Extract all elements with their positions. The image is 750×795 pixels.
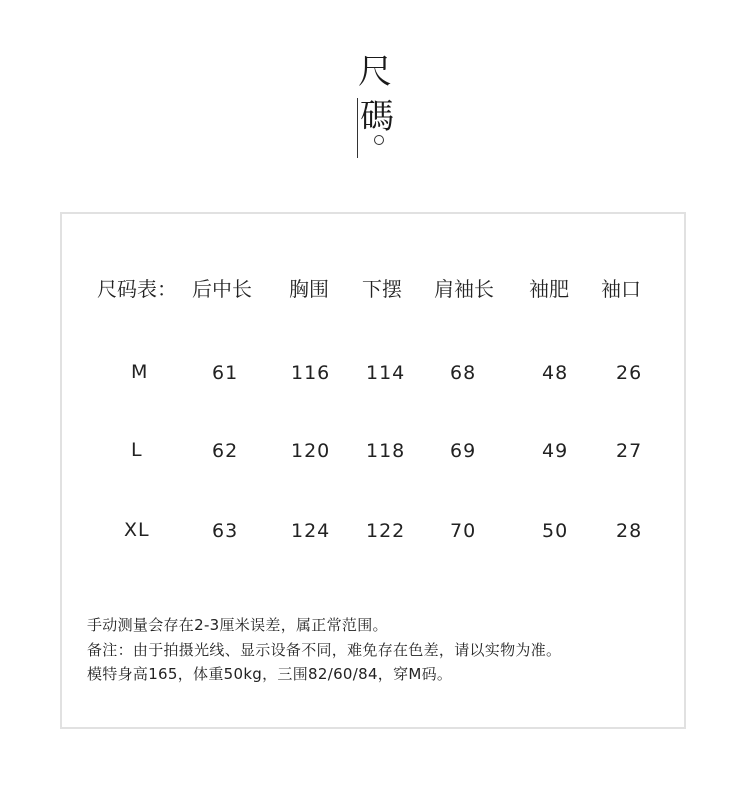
- header-chest: 胸围: [289, 277, 329, 301]
- cell-cuff: 28: [616, 520, 643, 542]
- cell-sleeve-width: 48: [542, 362, 569, 384]
- cell-hem: 114: [366, 362, 406, 384]
- notes-block: [87, 613, 561, 687]
- header-hem: 下摆: [362, 277, 402, 301]
- row-size: XL: [124, 519, 150, 541]
- cell-hem: 118: [366, 440, 406, 462]
- cell-chest: 116: [291, 362, 331, 384]
- cell-shoulder-sleeve: 68: [450, 362, 477, 384]
- row-size: M: [131, 361, 149, 383]
- cell-shoulder-sleeve: 70: [450, 520, 477, 542]
- cell-sleeve-width: 50: [542, 520, 569, 542]
- cell-sleeve-width: 49: [542, 440, 569, 462]
- cell-chest: 120: [291, 440, 331, 462]
- title-dot: [374, 135, 384, 145]
- note-model-info: 模特身高165，体重50kg，三围82/60/84，穿M码。: [87, 665, 453, 683]
- note-measurement-error: 手动测量会存在2-3厘米误差，属正常范围。: [87, 616, 388, 634]
- cell-back-length: 61: [212, 362, 239, 384]
- title-char-1: 尺: [358, 52, 392, 92]
- cell-cuff: 26: [616, 362, 643, 384]
- header-sleeve-width: 袖肥: [529, 277, 569, 301]
- title-char-2: 碼: [360, 97, 394, 137]
- cell-shoulder-sleeve: 69: [450, 440, 477, 462]
- header-shoulder-sleeve: 肩袖长: [434, 277, 494, 301]
- header-cuff: 袖口: [601, 277, 641, 301]
- cell-hem: 122: [366, 520, 406, 542]
- cell-back-length: 63: [212, 520, 239, 542]
- header-back-length: 后中长: [192, 277, 252, 301]
- cell-back-length: 62: [212, 440, 239, 462]
- page-title: [0, 0, 750, 170]
- note-color-difference: 备注：由于拍摄光线、显示设备不同，难免存在色差，请以实物为准。: [87, 640, 562, 659]
- title-divider-line: [357, 98, 358, 158]
- cell-chest: 124: [291, 520, 331, 542]
- cell-cuff: 27: [616, 440, 643, 462]
- row-size: L: [131, 439, 143, 461]
- table-label: 尺码表：: [97, 277, 177, 301]
